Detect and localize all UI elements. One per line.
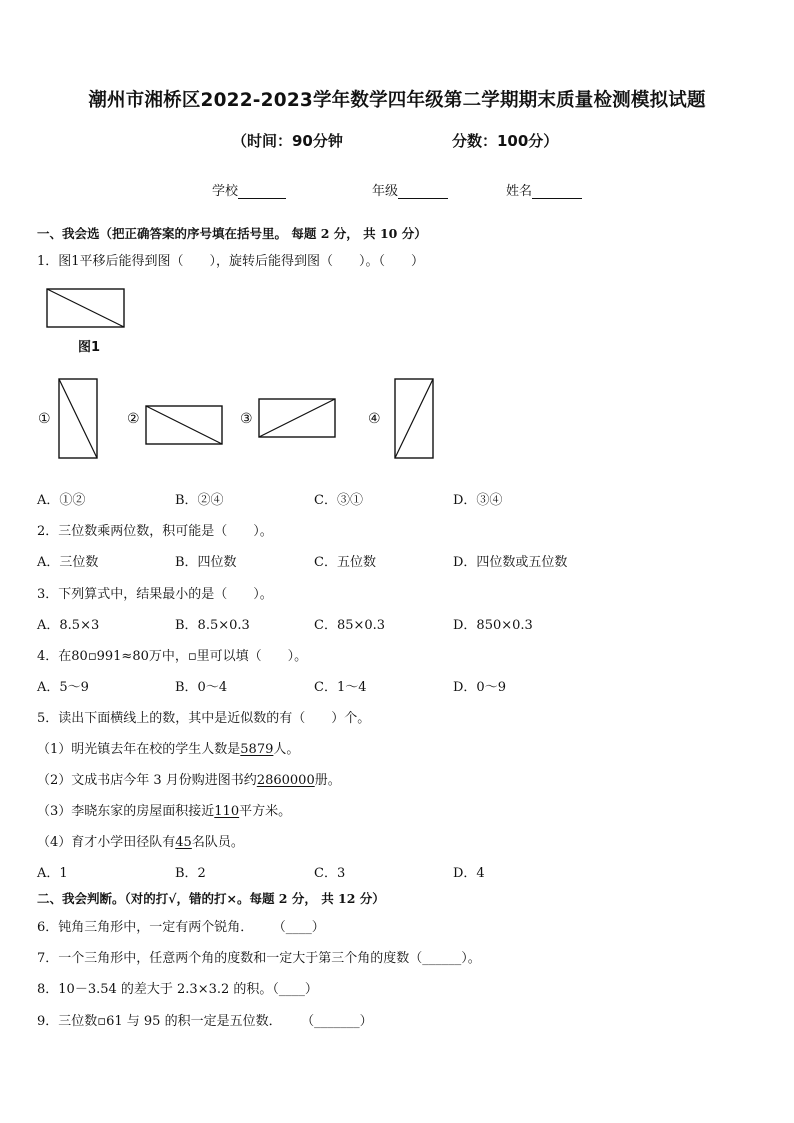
q5-option-c[interactable]: C．3 [314,866,346,881]
question-3: 3．下列算式中，结果最小的是（ ）。 [37,587,273,602]
q2-option-c[interactable]: C．五位数 [314,555,376,570]
question-7-text: 7．一个三角形中，任意两个角的度数和一定大于第三个角的度数 [37,951,410,966]
question-6-text: 6．钝角三角形中，一定有两个锐角． [37,920,254,935]
q2-option-b[interactable]: B．四位数 [175,555,237,570]
question-1: 1．图1平移后能得到图（ ），旋转后能得到图（ ）。（ ） [37,254,425,269]
q5-option-b[interactable]: B．2 [175,866,206,881]
question-7 [37,947,481,966]
q5-item-2 [37,769,341,788]
name-field[interactable] [506,180,582,199]
q5-item-1-text: （1）明光镇去年在校的学生人数是 [37,742,241,757]
section-2-heading: 二、我会判断。（对的打√，错的打×。每题 2 分， 共 12 分） [37,891,385,906]
q1-option-d[interactable]: D．③④ [453,493,503,508]
q5-item-2-text: （2）文成书店今年 3 月份购进图书约 [37,773,257,788]
option-figure-4 [394,378,435,460]
q5-item-4-unit: 名队员。 [191,835,244,850]
q3-option-c[interactable]: C．85×0.3 [314,618,386,633]
question-6 [37,916,325,935]
q5-item-1-number: 5879 [240,742,274,757]
q5-item-2-number: 2860000 [256,773,315,788]
question-5: 5．读出下面横线上的数，其中是近似数的有（ ）个。 [37,711,371,726]
figure-1-label: 图1 [78,340,101,355]
q4-option-a[interactable]: A．5～9 [37,680,89,695]
question-8 [37,978,318,997]
question-4: 4．在80▫991≈80万中，▫里可以填（ ）。 [37,649,308,664]
question-9-answer-blank[interactable]: （_______） [307,1014,373,1029]
q5-item-2-unit: 册。 [314,773,341,788]
name-blank[interactable] [532,184,582,199]
q1-option-c[interactable]: C．③① [314,493,363,508]
question-8-text: 8．10－3.54 的差大于 2.3×3.2 的积。 [37,982,273,997]
exam-time: （时间：90分钟 [232,132,343,150]
marker-1: ① [38,411,51,427]
marker-4: ④ [368,411,381,427]
option-figure-1 [58,378,99,460]
figure-1 [46,288,126,330]
q2-option-d[interactable]: D．四位数或五位数 [453,555,568,570]
question-6-answer-blank[interactable]: （____） [279,920,325,935]
question-7-answer-blank[interactable]: （______）。 [409,951,481,966]
q4-option-b[interactable]: B．0～4 [175,680,228,695]
q4-option-c[interactable]: C．1～4 [314,680,367,695]
exam-score: 分数：100分） [452,132,559,150]
q2-option-a[interactable]: A．三位数 [37,555,99,570]
q5-item-1-unit: 人。 [273,742,300,757]
page-title: 潮州市湘桥区2022-2023学年数学四年级第二学期期末质量检测模拟试题 [88,90,706,111]
option-figure-3 [258,398,337,439]
grade-label: 年级 [372,184,399,199]
question-8-answer-blank[interactable]: （____） [272,982,318,997]
option-figure-2 [145,405,224,446]
q5-item-3-unit: 平方米。 [239,804,292,819]
school-label: 学校 [212,184,239,199]
q3-option-d[interactable]: D．850×0.3 [453,618,533,633]
q3-option-a[interactable]: A．8.5×3 [37,618,100,633]
school-blank[interactable] [238,184,286,199]
q5-item-4 [37,831,244,850]
q5-option-a[interactable]: A．1 [37,866,68,881]
question-9-text: 9．三位数▫61 与 95 的积一定是五位数． [37,1014,282,1029]
q3-option-b[interactable]: B．8.5×0.3 [175,618,250,633]
school-field[interactable] [212,180,286,199]
marker-3: ③ [240,411,253,427]
q5-item-3 [37,800,291,819]
q5-item-1 [37,738,299,757]
q5-option-d[interactable]: D．4 [453,866,485,881]
q5-item-3-number: 110 [214,804,240,819]
q5-item-3-text: （3）李晓东家的房屋面积接近 [37,804,215,819]
grade-blank[interactable] [398,184,448,199]
question-2: 2．三位数乘两位数，积可能是（ ）。 [37,524,273,539]
marker-2: ② [127,411,140,427]
grade-field[interactable] [372,180,448,199]
name-label: 姓名 [506,184,533,199]
q1-option-a[interactable]: A．①② [37,493,86,508]
section-1-heading: 一、我会选（把正确答案的序号填在括号里。 每题 2 分， 共 10 分） [37,226,427,241]
q5-item-4-number: 45 [175,835,192,850]
q5-item-4-text: （4）育才小学田径队有 [37,835,176,850]
question-9 [37,1010,373,1029]
q1-option-b[interactable]: B．②④ [175,493,224,508]
q4-option-d[interactable]: D．0～9 [453,680,506,695]
